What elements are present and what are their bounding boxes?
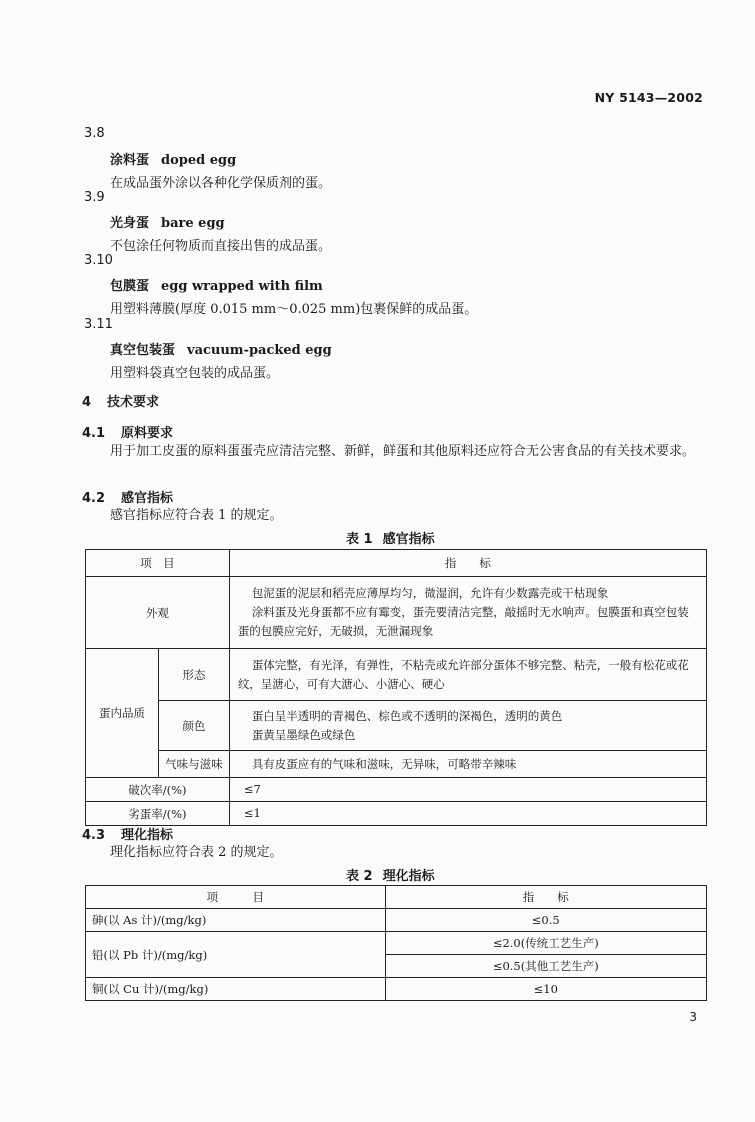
term-cn: 真空包装蛋 bbox=[110, 343, 176, 358]
subsection-heading: 4.1 原料要求 bbox=[82, 426, 174, 441]
row-label-lead: 铅(以 Pb 计)/(mg/kg) bbox=[86, 932, 386, 978]
smell-spec: 具有皮蛋应有的气味和滋味，无异味，可略带辛辣味 bbox=[229, 751, 706, 778]
broken-rate-value: ≤7 bbox=[229, 778, 706, 802]
row-label-inner-quality: 蛋内品质 bbox=[86, 649, 159, 778]
term-heading bbox=[110, 275, 323, 294]
row-label-copper: 铜(以 Cu 计)/(mg/kg) bbox=[86, 978, 386, 1001]
arsenic-value: ≤0.5 bbox=[385, 909, 706, 932]
shape-spec: 蛋体完整，有光泽，有弹性，不粘壳或允许部分蛋体不够完整、粘壳，一般有松花或花纹，呈溏心，可有大溏心、小溏心、硬心 bbox=[229, 649, 706, 701]
term-definition: 用塑料袋真空包装的成品蛋。 bbox=[110, 366, 280, 381]
table-caption: 表 2 理化指标 bbox=[346, 869, 435, 884]
term-number: 3.11 bbox=[84, 317, 113, 332]
table-header-item: 项 目 bbox=[86, 886, 386, 909]
paragraph: 感官指标应符合表 1 的规定。 bbox=[110, 508, 283, 523]
lead-value-traditional: ≤2.0(传统工艺生产) bbox=[385, 932, 706, 955]
section-heading: 4 技术要求 bbox=[82, 395, 160, 410]
term-en: doped egg bbox=[161, 153, 237, 168]
subsection-heading: 4.3 理化指标 bbox=[82, 828, 174, 843]
term-en: bare egg bbox=[161, 216, 225, 231]
color-spec bbox=[229, 701, 706, 751]
term-en: vacuum-packed egg bbox=[187, 343, 332, 358]
standard-code: NY 5143—2002 bbox=[594, 90, 703, 105]
physicochemical-table bbox=[85, 885, 707, 1001]
term-heading bbox=[110, 149, 236, 168]
spec-line: 包泥蛋的泥层和稻壳应薄厚均匀，微湿润，允许有少数露壳或干枯现象 bbox=[251, 586, 609, 600]
bad-rate-value: ≤1 bbox=[229, 802, 706, 826]
spec-line: 涂料蛋及光身蛋都不应有霉变，蛋壳要清洁完整，敲摇时无水响声。包膜蛋和真空包装蛋的包膜应完好，无破损，无泄漏现象 bbox=[237, 605, 689, 638]
appearance-spec bbox=[229, 577, 706, 649]
table-header-item: 项 目 bbox=[86, 550, 230, 577]
term-definition: 不包涂任何物质而直接出售的成品蛋。 bbox=[110, 239, 332, 254]
term-en: egg wrapped with film bbox=[161, 279, 323, 294]
row-label-appearance: 外观 bbox=[86, 577, 230, 649]
term-number: 3.10 bbox=[84, 253, 113, 268]
term-definition: 在成品蛋外涂以各种化学保质剂的蛋。 bbox=[110, 176, 332, 191]
row-label-shape: 形态 bbox=[158, 649, 229, 701]
row-label-broken-rate: 破次率/(%) bbox=[86, 778, 230, 802]
lead-value-other: ≤0.5(其他工艺生产) bbox=[385, 955, 706, 978]
spec-line: 蛋黄呈墨绿色或绿色 bbox=[251, 727, 356, 742]
table-header-spec: 指 标 bbox=[229, 550, 706, 577]
row-label-color: 颜色 bbox=[158, 701, 229, 751]
paragraph: 理化指标应符合表 2 的规定。 bbox=[110, 845, 283, 860]
term-heading bbox=[110, 212, 225, 231]
subsection-heading: 4.2 感官指标 bbox=[82, 491, 174, 506]
term-number: 3.9 bbox=[84, 190, 105, 205]
table-caption: 表 1 感官指标 bbox=[346, 532, 435, 547]
table-header-spec: 指 标 bbox=[385, 886, 706, 909]
sensory-table bbox=[85, 549, 707, 826]
row-label-smell: 气味与滋味 bbox=[158, 751, 229, 778]
term-cn: 包膜蛋 bbox=[110, 279, 150, 294]
term-heading bbox=[110, 339, 332, 358]
term-number: 3.8 bbox=[84, 126, 105, 141]
term-cn: 涂料蛋 bbox=[110, 153, 150, 168]
row-label-bad-rate: 劣蛋率/(%) bbox=[86, 802, 230, 826]
term-cn: 光身蛋 bbox=[110, 216, 150, 231]
page-number: 3 bbox=[689, 1010, 697, 1024]
copper-value: ≤10 bbox=[385, 978, 706, 1001]
term-definition: 用塑料薄膜(厚度 0.015 mm～0.025 mm)包裹保鲜的成品蛋。 bbox=[110, 302, 478, 317]
paragraph: 用于加工皮蛋的原料蛋蛋壳应清洁完整、新鲜，鲜蛋和其他原料还应符合无公害食品的有关技术要求。 bbox=[110, 444, 696, 459]
spec-line: 蛋白呈半透明的青褐色、棕色或不透明的深褐色，透明的黄色 bbox=[251, 708, 563, 723]
row-label-arsenic: 砷(以 As 计)/(mg/kg) bbox=[86, 909, 386, 932]
